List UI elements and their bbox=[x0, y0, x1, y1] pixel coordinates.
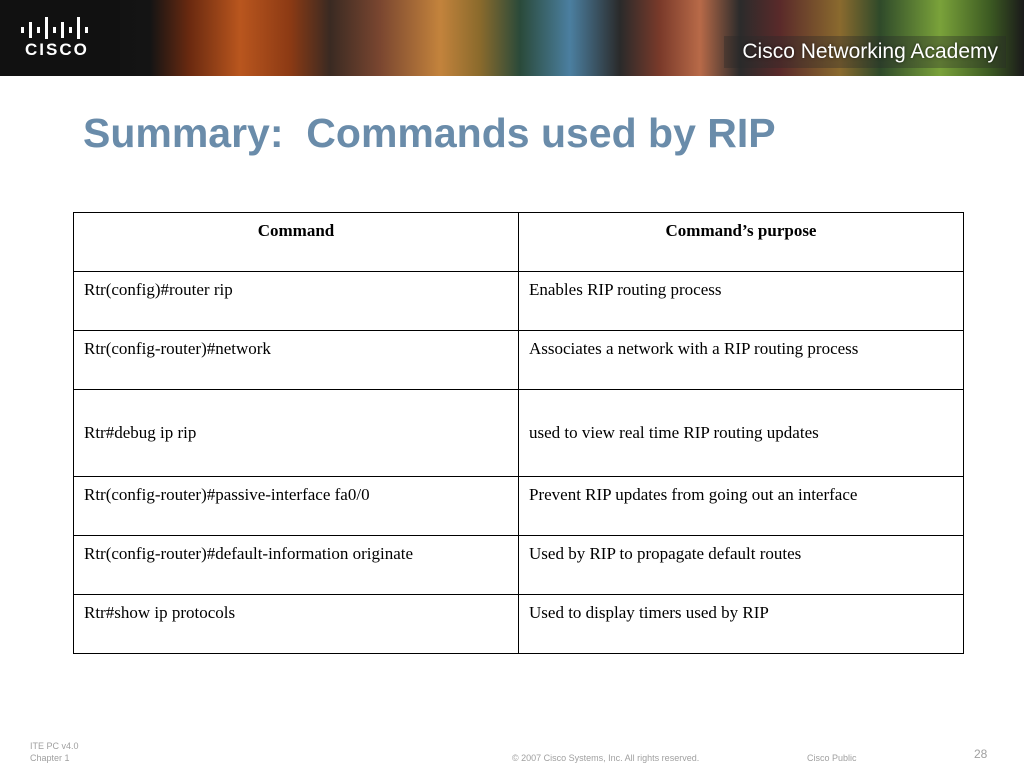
cisco-logo-text: CISCO bbox=[25, 40, 89, 59]
purpose-cell: Prevent RIP updates from going out an interface bbox=[519, 477, 964, 536]
footer-copyright: © 2007 Cisco Systems, Inc. All rights reserved. bbox=[512, 753, 700, 763]
command-cell: Rtr#show ip protocols bbox=[74, 595, 519, 654]
table-row bbox=[74, 331, 964, 390]
command-cell: Rtr(config-router)#network bbox=[74, 331, 519, 390]
table-row bbox=[74, 536, 964, 595]
command-cell: Rtr(config)#router rip bbox=[74, 272, 519, 331]
academy-title: Cisco Networking Academy bbox=[742, 40, 998, 63]
commands-table bbox=[73, 212, 964, 654]
table-header-row bbox=[74, 213, 964, 272]
footer-course: ITE PC v4.0 bbox=[30, 741, 79, 751]
command-cell: Rtr(config-router)#default-information originate bbox=[74, 536, 519, 595]
footer-chapter: Chapter 1 bbox=[30, 753, 70, 763]
column-header-purpose: Command’s purpose bbox=[519, 213, 964, 272]
table-row bbox=[74, 272, 964, 331]
cisco-bars-icon bbox=[20, 17, 90, 39]
slide-title: Summary: Commands used by RIP bbox=[83, 110, 776, 156]
purpose-cell: Used to display timers used by RIP bbox=[519, 595, 964, 654]
column-header-command: Command bbox=[74, 213, 519, 272]
page-number: 28 bbox=[974, 747, 988, 761]
command-cell: Rtr#debug ip rip bbox=[74, 390, 519, 477]
cisco-logo bbox=[0, 0, 120, 76]
header-banner bbox=[0, 0, 1024, 76]
purpose-cell: Used by RIP to propagate default routes bbox=[519, 536, 964, 595]
table-row bbox=[74, 477, 964, 536]
command-cell: Rtr(config-router)#passive-interface fa0/0 bbox=[74, 477, 519, 536]
purpose-cell: Associates a network with a RIP routing process bbox=[519, 331, 964, 390]
purpose-cell: Enables RIP routing process bbox=[519, 272, 964, 331]
purpose-cell: used to view real time RIP routing updates bbox=[519, 390, 964, 477]
table-row bbox=[74, 595, 964, 654]
table-row bbox=[74, 390, 964, 477]
footer-classification: Cisco Public bbox=[807, 753, 857, 763]
